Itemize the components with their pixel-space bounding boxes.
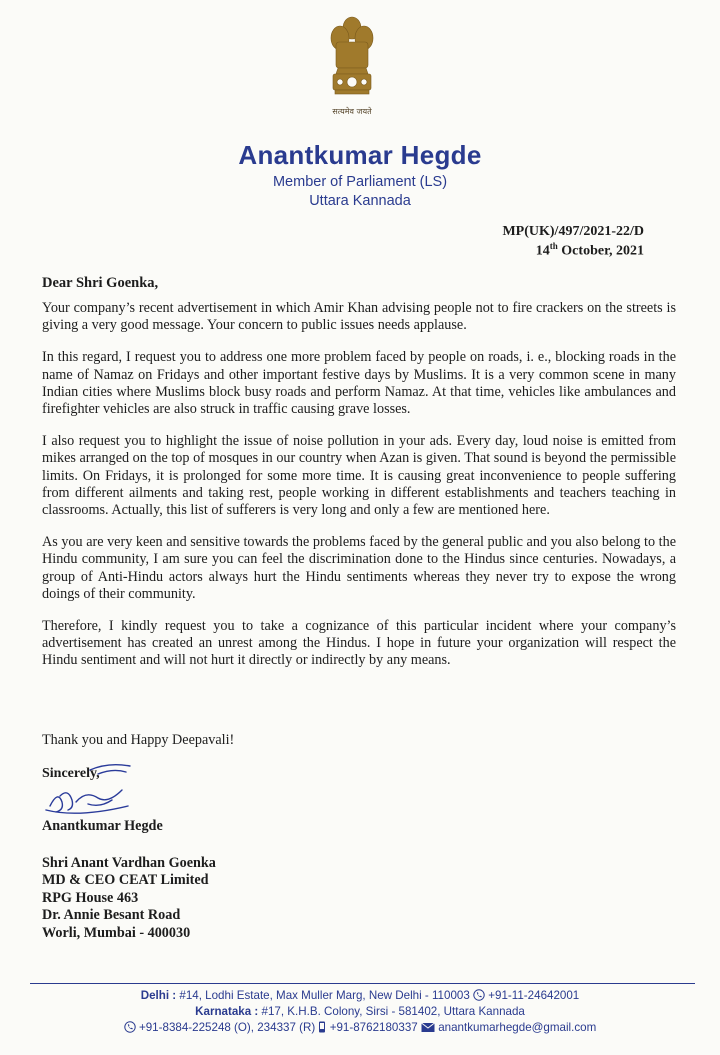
recipient-line: Shri Anant Vardhan Goenka xyxy=(42,855,216,871)
lion-capital-icon xyxy=(318,12,386,108)
karnataka-address: #17, K.H.B. Colony, Sirsi - 581402, Uttara Kannada xyxy=(258,1005,525,1018)
footer-delhi-line xyxy=(0,988,720,1004)
mobile-number: +91-8762180337 xyxy=(329,1021,418,1034)
emblem-motto: सत्यमेव जयते xyxy=(332,107,372,116)
state-emblem-icon xyxy=(318,12,386,122)
karnataka-phones: +91-8384-225248 (O), 234337 (R) xyxy=(138,1021,319,1034)
footer-karnataka-line xyxy=(0,1004,720,1020)
letterhead-footer xyxy=(0,988,720,1036)
reference-number: MP(UK)/497/2021-22/D xyxy=(502,224,644,239)
closing-line: Sincerely, xyxy=(42,766,100,781)
sender-constituency: Uttara Kannada xyxy=(309,193,411,209)
body-paragraph: In this regard, I request you to address one more problem faced by people on roads, i. e., blocking roads in the name of Namaz on Fridays and other important festive days by Muslims. It is a very common scene in many Indian cities where Muslims block busy roads and perform Namaz. At that time, vehicles like ambulances and firefighter vehicles are also struck in traffic causing grave losses. xyxy=(42,349,676,418)
recipient-line: Worli, Mumbai - 400030 xyxy=(42,924,191,941)
footer-divider xyxy=(30,983,695,984)
email-icon xyxy=(421,1022,435,1033)
delhi-label: Delhi : xyxy=(140,989,177,1002)
body-paragraph: I also request you to highlight the issue of noise pollution in your ads. Every day, loud noise is emitted from mikes arranged on the top of mosques in our country when Azan is given. That sound is beyond the permissible limits. On Fridays, it is prolonged for some more time. It is causing great inconvenience to people suffering from different ailments and taking rest, people working in different establishments and teachers teaching in classrooms. Actually, this list of sufferers is very long and only a few are mentioned here. xyxy=(42,433,676,519)
date-suffix: th xyxy=(549,241,558,251)
mobile-icon xyxy=(318,1021,326,1033)
letter-body xyxy=(42,300,676,685)
karnataka-label: Karnataka : xyxy=(195,1005,259,1018)
sender-name-heading: Anantkumar Hegde xyxy=(238,140,482,170)
recipient-address xyxy=(42,855,216,942)
thanks-line: Thank you and Happy Deepavali! xyxy=(42,732,235,748)
salutation: Dear Shri Goenka, xyxy=(42,275,159,291)
footer-contact-line xyxy=(0,1020,720,1036)
date-day: 14 xyxy=(535,243,550,259)
phone-icon xyxy=(124,1021,136,1033)
email-address: anantkumarhegde@gmail.com xyxy=(438,1021,597,1034)
body-paragraph: Your company’s recent advertisement in which Amir Khan advising people not to fire crackers on the streets is giving a very good message. Your concern to public issues needs applause. xyxy=(42,300,676,334)
signer-name: Anantkumar Hegde xyxy=(42,818,163,834)
sender-designation: Member of Parliament (LS) xyxy=(272,174,448,190)
delhi-address: #14, Lodhi Estate, Max Muller Marg, New Delhi - 110003 xyxy=(176,989,474,1002)
recipient-line: RPG House 463 xyxy=(42,889,139,906)
handwritten-signature xyxy=(38,760,148,820)
recipient-line: MD & CEO CEAT Limited xyxy=(42,872,209,889)
letter-date xyxy=(536,241,644,260)
phone-icon xyxy=(473,989,485,1001)
delhi-phone: +91-11-24642001 xyxy=(488,989,580,1002)
recipient-line: Dr. Annie Besant Road xyxy=(42,907,181,924)
date-month-year: October, 2021 xyxy=(557,243,644,259)
body-paragraph: As you are very keen and sensitive towards the problems faced by the general public and you also belong to the Hindu community, I am sure you can feel the discrimination done to the Hindus since centuries. Nowadays, a group of Anti-Hindu actors always hurt the Hindu sentiments whereas they never try to expose the wrong doings of their community. xyxy=(42,534,676,602)
body-paragraph: Therefore, I kindly request you to take a cognizance of this particular incident where your company’s advertisement has created an unrest among the Hindus. I hope in future your organization will respect the Hindu sentiment and will not hurt it directly or indirectly by any means. xyxy=(42,618,676,669)
